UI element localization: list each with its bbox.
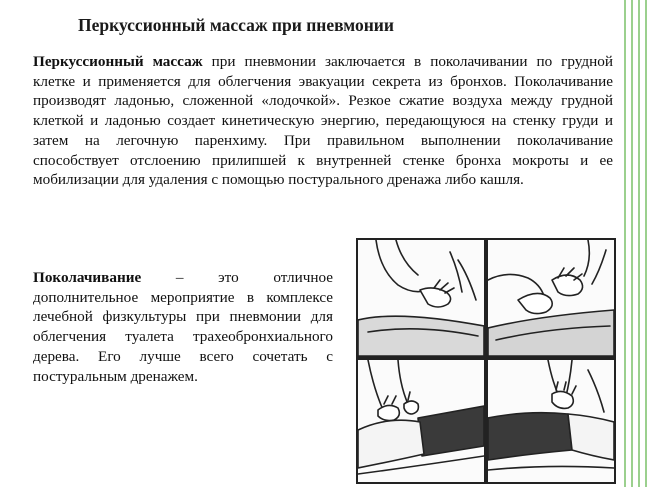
decorative-stripe [624, 0, 626, 487]
percussion-illustration-2 [486, 238, 616, 358]
paragraph-intro-lead: Перкуссионный массаж [33, 53, 203, 70]
paragraph-percussion [33, 268, 333, 386]
paragraph-percussion-text: – это отличное дополнительное мероприятие в комплексе лечебной физкультуры при пневмонии для облегчения туалета трахеобронхиального дерева. Его лучше всего сочетать с постуральным дренажем. [33, 269, 333, 385]
paragraph-intro-text: при пневмонии заключается в поколачивании по грудной клетке и применяется для облегчения эвакуации секрета из бронхов. Поколачивание производят ладонью, сложенной «лодочкой». Резкое сжатие воздуха между грудной клеткой и ладонью создает кинетическую энергию, передающуюся на стенку груди и затем на легочную паренхиму. При правильном выполнении поколачивание способствует отслоению прилипшей к внутренней стенке бронха мокроты и ее мобилизации для удаления с помощью постурального дренажа либо кашля. [33, 53, 613, 189]
decorative-stripe [645, 0, 647, 487]
percussion-illustration-4 [486, 358, 616, 484]
paragraph-intro [33, 52, 613, 190]
percussion-illustration-1 [356, 238, 486, 358]
percussion-illustration-3 [356, 358, 486, 484]
decorative-stripe [631, 0, 633, 487]
decorative-stripe [638, 0, 640, 487]
paragraph-percussion-lead: Поколачивание [33, 269, 142, 286]
slide-title: Перкуссионный массаж при пневмонии [78, 15, 394, 35]
